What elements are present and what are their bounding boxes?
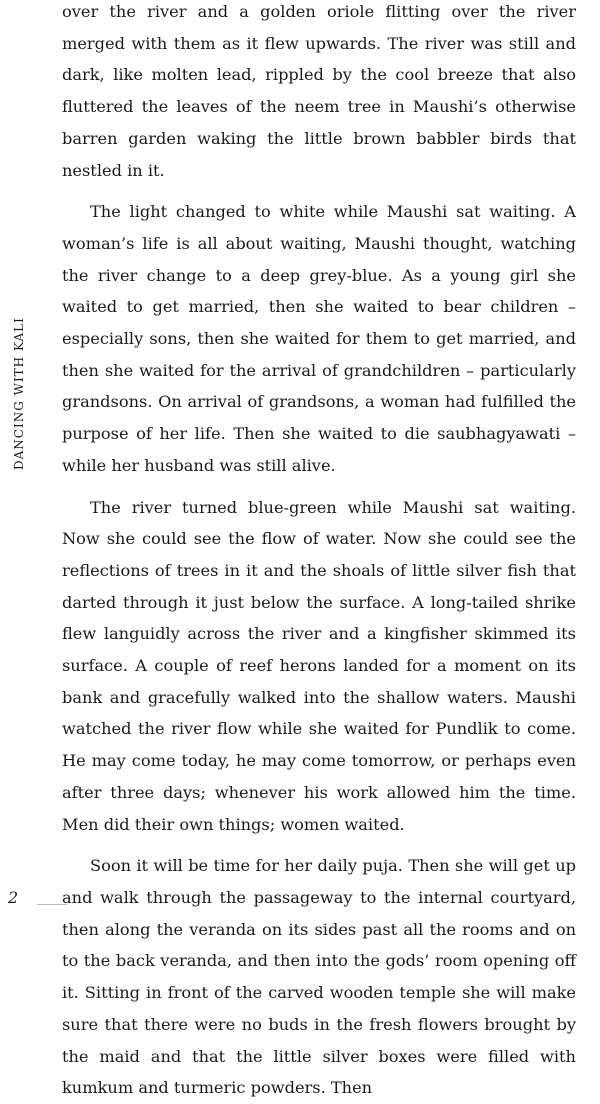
footer-rule <box>37 904 67 905</box>
body-text <box>62 0 576 1104</box>
paragraph-2: The light changed to white while Maushi sat waiting. A woman’s life is all about waiting, Maushi thought, watching the river change to a deep grey-blue. As a young girl she waited to get married, then she waited to bear children – especially sons, then she waited for them to get married, and then she waited for the arrival of grandchildren – particularly grandsons. On arrival of grandsons, a woman had fulfilled the purpose of her life. Then she waited to die saubhagyawati – while her husband was still alive. <box>62 202 576 475</box>
paragraph-4: Soon it will be time for her daily puja. Then she will get up and walk through the passageway to the internal courtyard, then along the veranda on its sides past all the rooms and on to the back veranda, and then into the gods’ room opening off it. Sitting in front of the carved wooden temple she will make sure that there were no buds in the fresh flowers brought by the maid and that the little silver boxes were filled with kumkum and turmeric powders. Then <box>62 856 576 1098</box>
paragraph-3: The river turned blue-green while Maushi sat waiting. Now she could see the flow of water. Now she could see the reflections of trees in it and the shoals of little silver fish that darted through it just below the surface. A long-tailed shrike flew languidly across the river and a kingfisher skimmed its surface. A couple of reef herons landed for a moment on its bank and gracefully walked into the shallow waters. Maushi watched the river flow while she waited for Pundlik to come. He may come today, he may come tomorrow, or perhaps even after three days; whenever his work allowed him the time. Men did their own things; women waited. <box>62 497 576 834</box>
running-head: DANCING WITH KALI <box>12 317 26 470</box>
paragraph-1: over the river and a golden oriole flitting over the river merged with them as it flew upwards. The river was still and dark, like molten lead, rippled by the cool breeze that also fluttered the leaves of the neem tree in Maushi’s otherwise barren garden waking the little brown babbler birds that nestled in it. <box>62 2 576 180</box>
page-number: 2 <box>8 888 19 907</box>
